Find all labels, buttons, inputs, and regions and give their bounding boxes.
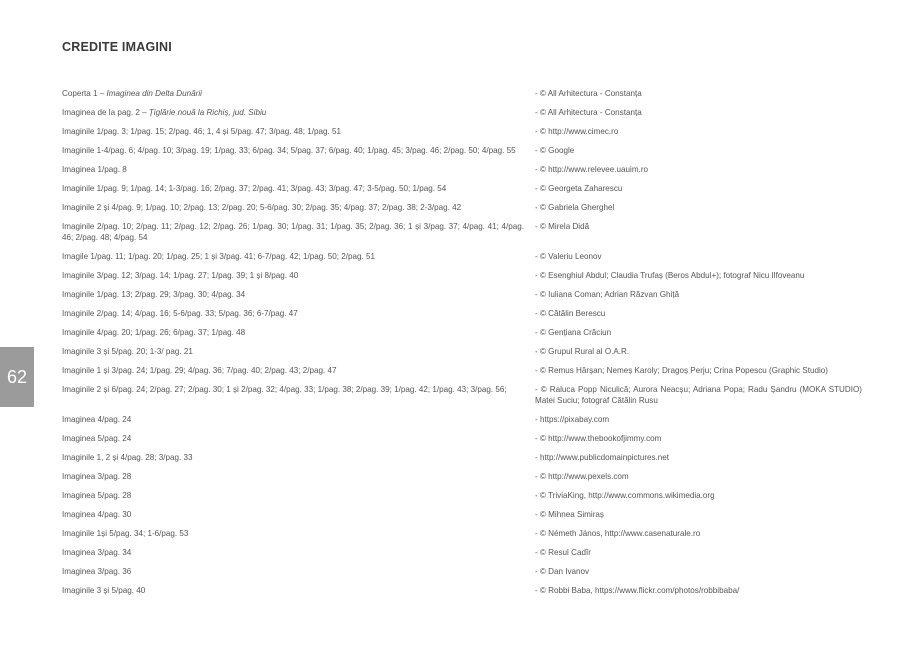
page-number: 62: [6, 366, 28, 387]
credit-row: [62, 145, 862, 156]
credit-images: Imaginea 3/pag. 28: [62, 472, 132, 481]
credit-row: [62, 202, 862, 213]
credit-source: - © Remus Hârșan; Nemeș Karoly; Dragoș Perju; Crina Popescu (Graphic Studio): [535, 366, 828, 375]
credit-images: Imaginile 2 și 4/pag. 9; 1/pag. 10; 2/pag. 13; 2/pag. 20; 5-6/pag. 30; 2/pag. 35; 4/pag. 37; 2/pag. 38; 2-3/pag. 42: [62, 203, 462, 212]
credit-images: Imaginea 3/pag. 36: [62, 567, 132, 576]
credit-source: - © Németh János, http://www.casenaturale.ro: [535, 529, 701, 538]
credit-row: [62, 365, 862, 376]
credit-source: - © All Arhitectura - Constanța: [535, 108, 642, 117]
credit-row: [62, 452, 862, 463]
credit-row: [62, 308, 862, 319]
credit-row: [62, 126, 862, 137]
credit-row: [62, 289, 862, 300]
credit-source: - © TriviaKing, http://www.commons.wikimedia.org: [535, 491, 715, 500]
credit-images: Imaginile 4/pag. 20; 1/pag. 26; 6/pag. 37; 1/pag. 48: [62, 328, 246, 337]
credit-source: - © Iuliana Coman; Adrian Răzvan Ghiță: [535, 290, 680, 299]
page-number-tab: [0, 347, 34, 407]
credit-source: - © http://www.relevee.uauim.ro: [535, 165, 649, 174]
credit-images: Imaginile 2/pag. 10; 2/pag. 11; 2/pag. 12; 2/pag. 26; 1/pag. 30; 1/pag. 31; 1/pag. 35; 2/pag. 36; 1 și 3/pag. 37; 4/pag. 41; 4/pag. 46; 2/pag. 48; 4/pag. 54: [62, 222, 524, 242]
credit-images: Imaginea 4/pag. 24: [62, 415, 132, 424]
credit-images: Imaginea 5/pag. 24: [62, 434, 132, 443]
credit-source: - © http://www.pexels.com: [535, 472, 629, 481]
credit-images: Imaginea 1/pag. 8: [62, 165, 127, 174]
credit-row: [62, 471, 862, 482]
credit-source: - http://www.publicdomainpictures.net: [535, 453, 670, 462]
credit-images: Imaginile 1/pag. 9; 1/pag. 14; 1-3/pag. 16; 2/pag. 37; 2/pag. 41; 3/pag. 43; 3/pag. 47; 3-5/pag. 50; 1/pag. 54: [62, 184, 447, 193]
credit-row-cover: [62, 88, 862, 99]
page-title: CREDITE IMAGINI: [62, 40, 172, 54]
credit-source: - © Dan Ivanov: [535, 567, 590, 576]
credit-source: - © Gabriela Gherghel: [535, 203, 615, 212]
credit-images: Imaginile 3 și 5/pag. 40: [62, 586, 146, 595]
credit-row: [62, 183, 862, 194]
credit-images: Imaginile 3/pag. 12; 3/pag. 14; 1/pag. 27; 1/pag. 39; 1 și 8/pag. 40: [62, 271, 299, 280]
credit-images: Imaginile 1-4/pag. 6; 4/pag. 10; 3/pag. 19; 1/pag. 33; 6/pag. 34; 5/pag. 37; 6/pag. 40; 1/pag. 45; 3/pag. 46; 2/pag. 50; 4/pag. 55: [62, 146, 516, 155]
credit-images: Imaginile 2/pag. 14; 4/pag. 16; 5-6/pag. 33; 5/pag. 36; 6-7/pag. 47: [62, 309, 298, 318]
credit-source: - © Mihnea Simiraș: [535, 510, 604, 519]
credit-source: - © Google: [535, 146, 575, 155]
credit-row: [62, 547, 862, 558]
credit-source: - © Gențiana Crăciun: [535, 328, 612, 337]
credit-row: [62, 490, 862, 501]
credit-rows: [62, 126, 862, 596]
credit-row: [62, 585, 862, 596]
credit-row: [62, 221, 862, 243]
credit-row: [62, 509, 862, 520]
credit-images: Imaginea 3/pag. 34: [62, 548, 132, 557]
credit-source: - https://pixabay.com: [535, 415, 610, 424]
credit-source: - © Cătălin Berescu: [535, 309, 606, 318]
credit-source: - © http://www.thebookofjimmy.com: [535, 434, 662, 443]
credit-source: - © Robbi Baba, https://www.flickr.com/photos/robbibaba/: [535, 586, 740, 595]
credit-row: [62, 251, 862, 262]
credit-row: [62, 433, 862, 444]
cover-label: Coperta 1 –: [62, 89, 107, 98]
credit-images: Imagile 1/pag. 11; 1/pag. 20; 1/pag. 25; 1 și 3/pag. 41; 6-7/pag. 42; 1/pag. 50; 2/pag. 51: [62, 252, 376, 261]
credit-source: - © Grupul Rural al O.A.R.: [535, 347, 630, 356]
credit-images: Imaginile 2 și 6/pag. 24; 2/pag. 27; 2/pag. 30; 1 și 2/pag. 32; 4/pag. 33; 1/pag. 38; 2/pag. 39; 1/pag. 42; 1/pag. 43; 3/pag. 56;: [62, 385, 507, 394]
credit-row: [62, 566, 862, 577]
credit-images: Imaginile 1și 5/pag. 34; 1-6/pag. 53: [62, 529, 189, 538]
credit-images: [62, 88, 524, 99]
cover-caption: Imaginea din Delta Dunării: [106, 89, 202, 98]
page2-label: Imaginea de la pag. 2 –: [62, 108, 149, 117]
credit-source: - © Georgeta Zaharescu: [535, 184, 623, 193]
credit-source: - © Raluca Popp Niculică; Aurora Neacșu; Adriana Popa; Radu Șandru (MOKA STUDIO) Matei Suciu; fotograf Cătălin Rusu: [535, 385, 862, 405]
credit-source: - © All Arhitectura - Constanța: [535, 89, 642, 98]
credit-row: [62, 528, 862, 539]
credit-source: - © Resul Cadîr: [535, 548, 591, 557]
credit-row: [62, 414, 862, 425]
credit-source: - © Valeriu Leonov: [535, 252, 602, 261]
credit-source: - © Esenghiul Abdul; Claudia Trufaș (Beros Abdul+); fotograf Nicu Ilfoveanu: [535, 271, 805, 280]
credit-row: [62, 346, 862, 357]
credit-images: Imaginile 1/pag. 3; 1/pag. 15; 2/pag. 46; 1, 4 și 5/pag. 47; 3/pag. 48; 1/pag. 51: [62, 127, 341, 136]
credit-images: Imaginea 5/pag. 28: [62, 491, 132, 500]
credit-images: Imaginile 1, 2 și 4/pag. 28; 3/pag. 33: [62, 453, 193, 462]
credit-source: - © http://www.cimec.ro: [535, 127, 619, 136]
credit-images: Imaginile 1 și 3/pag. 24; 1/pag. 29; 4/pag. 36; 7/pag. 40; 2/pag. 43; 2/pag. 47: [62, 366, 337, 375]
credit-source: - © Mirela Didă: [535, 222, 590, 231]
credit-images: [62, 107, 524, 118]
credit-images: Imaginea 4/pag. 30: [62, 510, 132, 519]
credit-row-page2: [62, 107, 862, 118]
page2-caption: Țiglărie nouă la Richiș, jud. Sibiu: [148, 108, 267, 117]
credit-row: [62, 327, 862, 338]
credit-row: [62, 384, 862, 406]
credit-row: [62, 164, 862, 175]
credit-images: Imaginile 3 și 5/pag. 20; 1-3/ pag. 21: [62, 347, 193, 356]
credit-row: [62, 270, 862, 281]
credits-list: [62, 88, 862, 604]
credit-images: Imaginile 1/pag. 13; 2/pag. 29; 3/pag. 30; 4/pag. 34: [62, 290, 246, 299]
